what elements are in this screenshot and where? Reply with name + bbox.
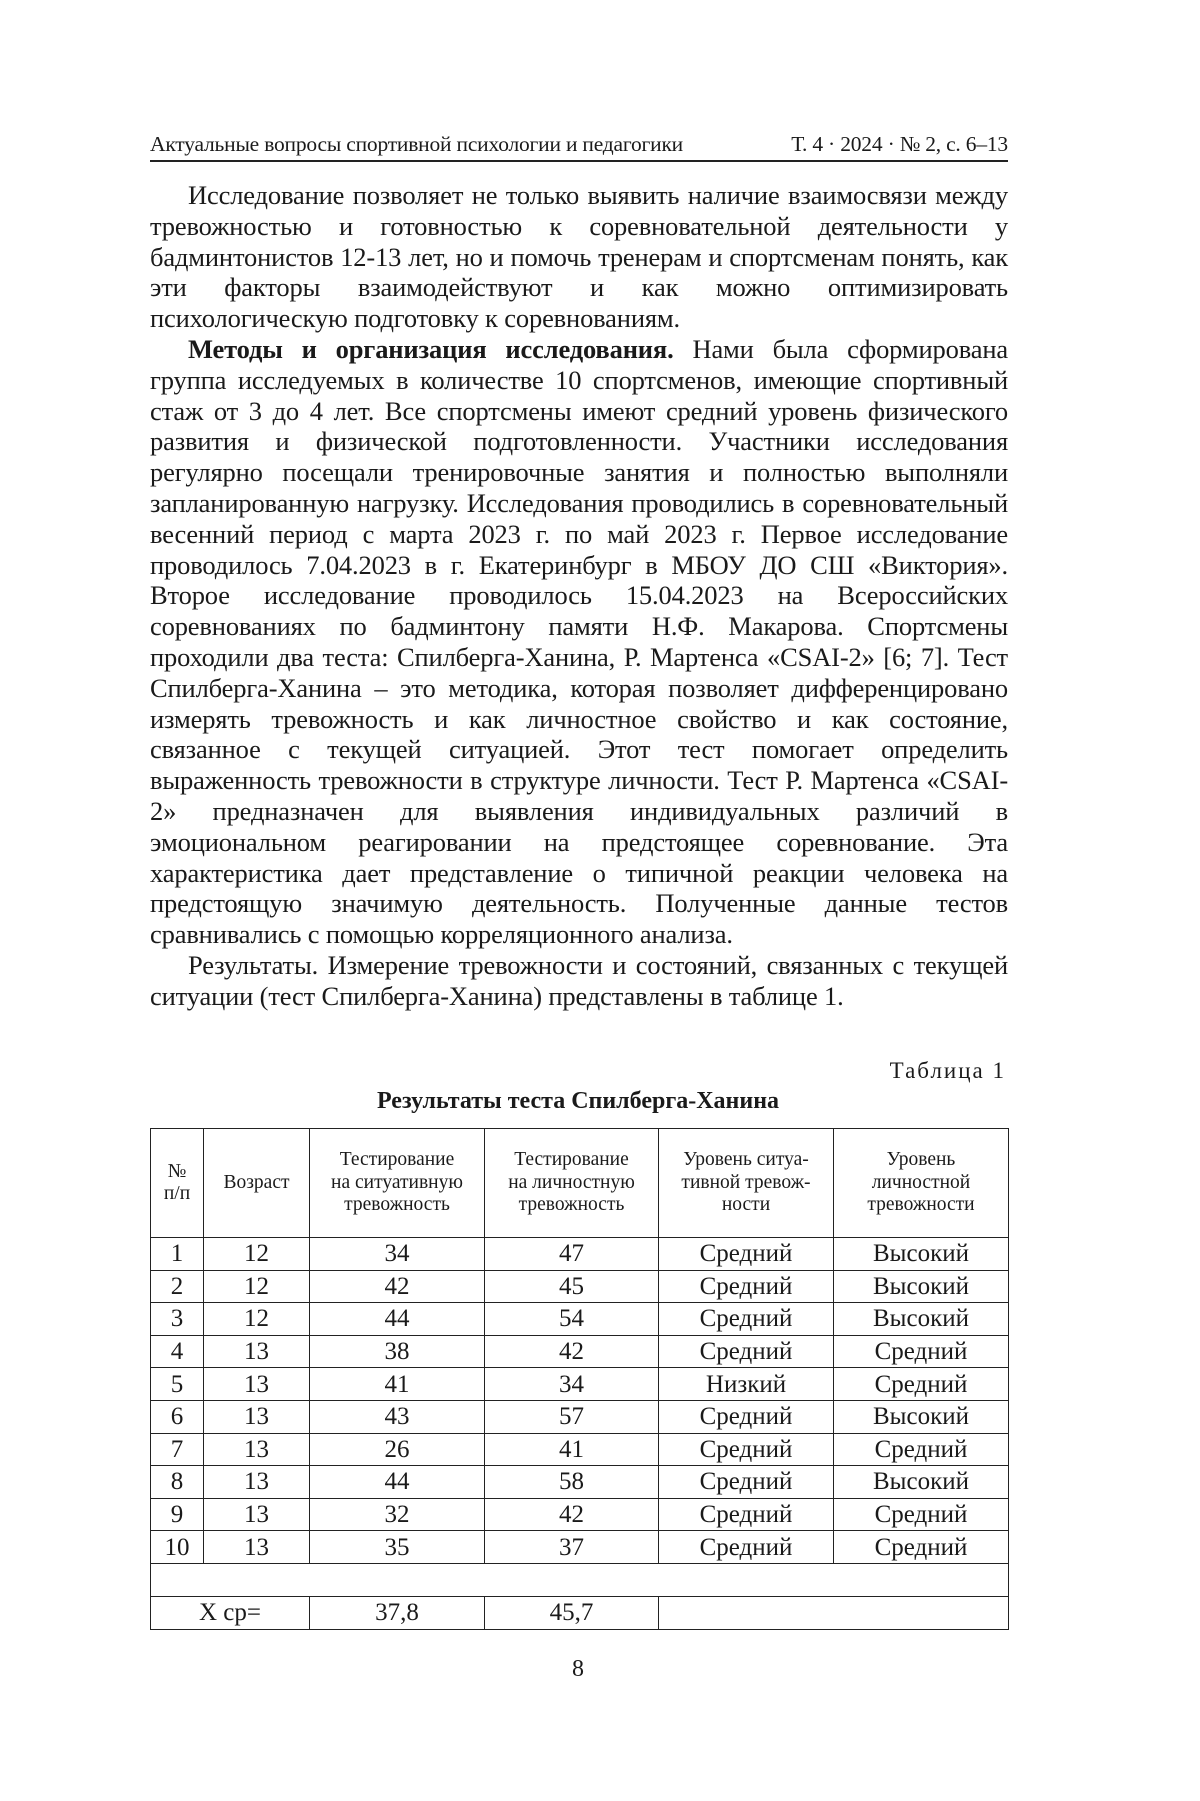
table-cell: 3 xyxy=(151,1303,204,1336)
table-cell: 42 xyxy=(485,1498,659,1531)
paragraph-intro: Исследование позволяет не только выявить наличие взаимосвязи между тревожностью и готовностью к соревновательной деятельности у бадминтонистов 12-13 лет, но и помочь тренерам и спортсменам понять, как эти факторы взаимодействуют и как можно оптимизировать психологическую подготовку к соревнованиям. xyxy=(150,180,1008,334)
table-cell: 6 xyxy=(151,1400,204,1433)
column-header: Уровень ситуа- тивной тревож- ности xyxy=(659,1129,834,1238)
table-cell: 44 xyxy=(310,1466,485,1499)
summary-situational-mean: 37,8 xyxy=(310,1596,485,1629)
table-row xyxy=(151,1531,1009,1564)
table-row xyxy=(151,1238,1009,1271)
table-cell: Средний xyxy=(659,1466,834,1499)
table-cell: 45 xyxy=(485,1270,659,1303)
volume-info: Т. 4 · 2024 · № 2, с. 6–13 xyxy=(791,132,1008,156)
table-cell: Средний xyxy=(659,1270,834,1303)
table-cell: Высокий xyxy=(834,1238,1009,1271)
table-cell: 4 xyxy=(151,1335,204,1368)
table-cell: Средний xyxy=(659,1335,834,1368)
table-row xyxy=(151,1400,1009,1433)
column-header: Тестирование на ситуативную тревожность xyxy=(310,1129,485,1238)
table-cell: Средний xyxy=(659,1238,834,1271)
paragraph-results: Результаты. Измерение тревожности и состояний, связанных с текущей ситуации (тест Спилберга-Ханина) представлены в таблице 1. xyxy=(150,949,1008,1011)
table-cell: 32 xyxy=(310,1498,485,1531)
table-cell: 34 xyxy=(485,1368,659,1401)
table-row xyxy=(151,1498,1009,1531)
table-cell: 13 xyxy=(204,1498,310,1531)
table-cell: Высокий xyxy=(834,1466,1009,1499)
table-cell: 37 xyxy=(485,1531,659,1564)
table-title: Результаты теста Спилберга-Ханина xyxy=(376,1088,780,1114)
table-cell: Средний xyxy=(659,1303,834,1336)
table-cell: 13 xyxy=(204,1400,310,1433)
table-row xyxy=(151,1466,1009,1499)
table-cell: 7 xyxy=(151,1433,204,1466)
table-cell: 35 xyxy=(310,1531,485,1564)
table-cell: 1 xyxy=(151,1238,204,1271)
summary-personal-mean: 45,7 xyxy=(485,1596,659,1629)
table-cell: Низкий xyxy=(659,1368,834,1401)
table-cell: 44 xyxy=(310,1303,485,1336)
table-cell: 12 xyxy=(204,1303,310,1336)
table-cell: Высокий xyxy=(834,1303,1009,1336)
table-empty-row xyxy=(151,1563,1009,1596)
table-row xyxy=(151,1433,1009,1466)
table-cell: 10 xyxy=(151,1531,204,1564)
table-cell: Средний xyxy=(834,1498,1009,1531)
table-cell: 57 xyxy=(485,1400,659,1433)
table-cell: 58 xyxy=(485,1466,659,1499)
table-cell: Высокий xyxy=(834,1400,1009,1433)
table-cell: 13 xyxy=(204,1531,310,1564)
table-cell: 13 xyxy=(204,1466,310,1499)
table-cell: 38 xyxy=(310,1335,485,1368)
table-cell: Средний xyxy=(659,1400,834,1433)
table-cell: Средний xyxy=(834,1433,1009,1466)
table-cell: 42 xyxy=(310,1270,485,1303)
table-cell: Средний xyxy=(659,1433,834,1466)
table-cell: Высокий xyxy=(834,1270,1009,1303)
table-cell: 13 xyxy=(204,1368,310,1401)
table-cell: 13 xyxy=(204,1433,310,1466)
table-row xyxy=(151,1303,1009,1336)
summary-label: X ср= xyxy=(151,1596,310,1629)
journal-title: Актуальные вопросы спортивной психологии и педагогики xyxy=(150,132,683,156)
table-cell: 47 xyxy=(485,1238,659,1271)
table-cell: 34 xyxy=(310,1238,485,1271)
table-row xyxy=(151,1335,1009,1368)
table-cell: Средний xyxy=(834,1531,1009,1564)
table-cell: Средний xyxy=(834,1368,1009,1401)
methods-text: Нами была сформирована группа исследуемых в количестве 10 спортсменов, имеющие спортивный стаж от 3 до 4 лет. Все спортсмены имеют средний уровень физического развития и физической подготовленности. Участники исследования регулярно посещали тренировочные занятия и полностью выполняли запланированную нагрузку. Исследования проводились в соревновательный весенний период с марта 2023 г. по май 2023 г. Первое исследование проводилось 7.04.2023 в г. Екатеринбург в МБОУ ДО СШ «Виктория». Второе исследование проводилось 15.04.2023 на Всероссийских соревнованиях по бадминтону памяти Н.Ф. Макарова. Спортсмены проходили два теста: Спилберга-Ханина, Р. Мартенса «CSAI-2» [6; 7]. Тест Спилберга-Ханина – это методика, которая позволяет дифференцировано измерять тревожность и как личностное свойство и как состояние, связанное с текущей ситуацией. Этот тест помогает определить выраженность тревожности в структуре личности. Тест Р. Мартенса «CSAI-2» предназначен для выявления индивидуальных различий в эмоциональном реагировании на предстоящее соревнование. Эта характеристика дает представление о типичной реакции человека на предстоящую значимую деятельность. Полученные данные тестов сравнивались с помощью корреляционного анализа. xyxy=(150,333,1008,950)
running-header xyxy=(150,130,1008,162)
empty-cell xyxy=(151,1563,1009,1596)
table-cell: 26 xyxy=(310,1433,485,1466)
table-header-row xyxy=(151,1129,1009,1238)
paragraph-methods xyxy=(150,334,1008,950)
page-number: 8 xyxy=(572,1656,584,1682)
table-cell: 8 xyxy=(151,1466,204,1499)
table-cell: 13 xyxy=(204,1335,310,1368)
article-body xyxy=(150,180,1008,1012)
column-header: № п/п xyxy=(151,1129,204,1238)
column-header: Уровень личностной тревожности xyxy=(834,1129,1009,1238)
table-cell: 5 xyxy=(151,1368,204,1401)
table-row xyxy=(151,1368,1009,1401)
table-caption: Таблица 1 xyxy=(889,1058,1006,1083)
column-header: Тестирование на личностную тревожность xyxy=(485,1129,659,1238)
table-cell: Средний xyxy=(659,1498,834,1531)
table-cell: 41 xyxy=(485,1433,659,1466)
table-cell: 12 xyxy=(204,1238,310,1271)
table-cell: 54 xyxy=(485,1303,659,1336)
column-header: Возраст xyxy=(204,1129,310,1238)
table-cell: 41 xyxy=(310,1368,485,1401)
summary-blank xyxy=(659,1596,1009,1629)
table-row xyxy=(151,1270,1009,1303)
table-cell: Средний xyxy=(659,1531,834,1564)
table-summary-row xyxy=(151,1596,1009,1629)
table-cell: 12 xyxy=(204,1270,310,1303)
results-table xyxy=(150,1128,1009,1630)
table-cell: 43 xyxy=(310,1400,485,1433)
methods-heading: Методы и организация исследования. xyxy=(188,333,674,364)
table-cell: 2 xyxy=(151,1270,204,1303)
table-cell: Средний xyxy=(834,1335,1009,1368)
table-cell: 42 xyxy=(485,1335,659,1368)
table-cell: 9 xyxy=(151,1498,204,1531)
